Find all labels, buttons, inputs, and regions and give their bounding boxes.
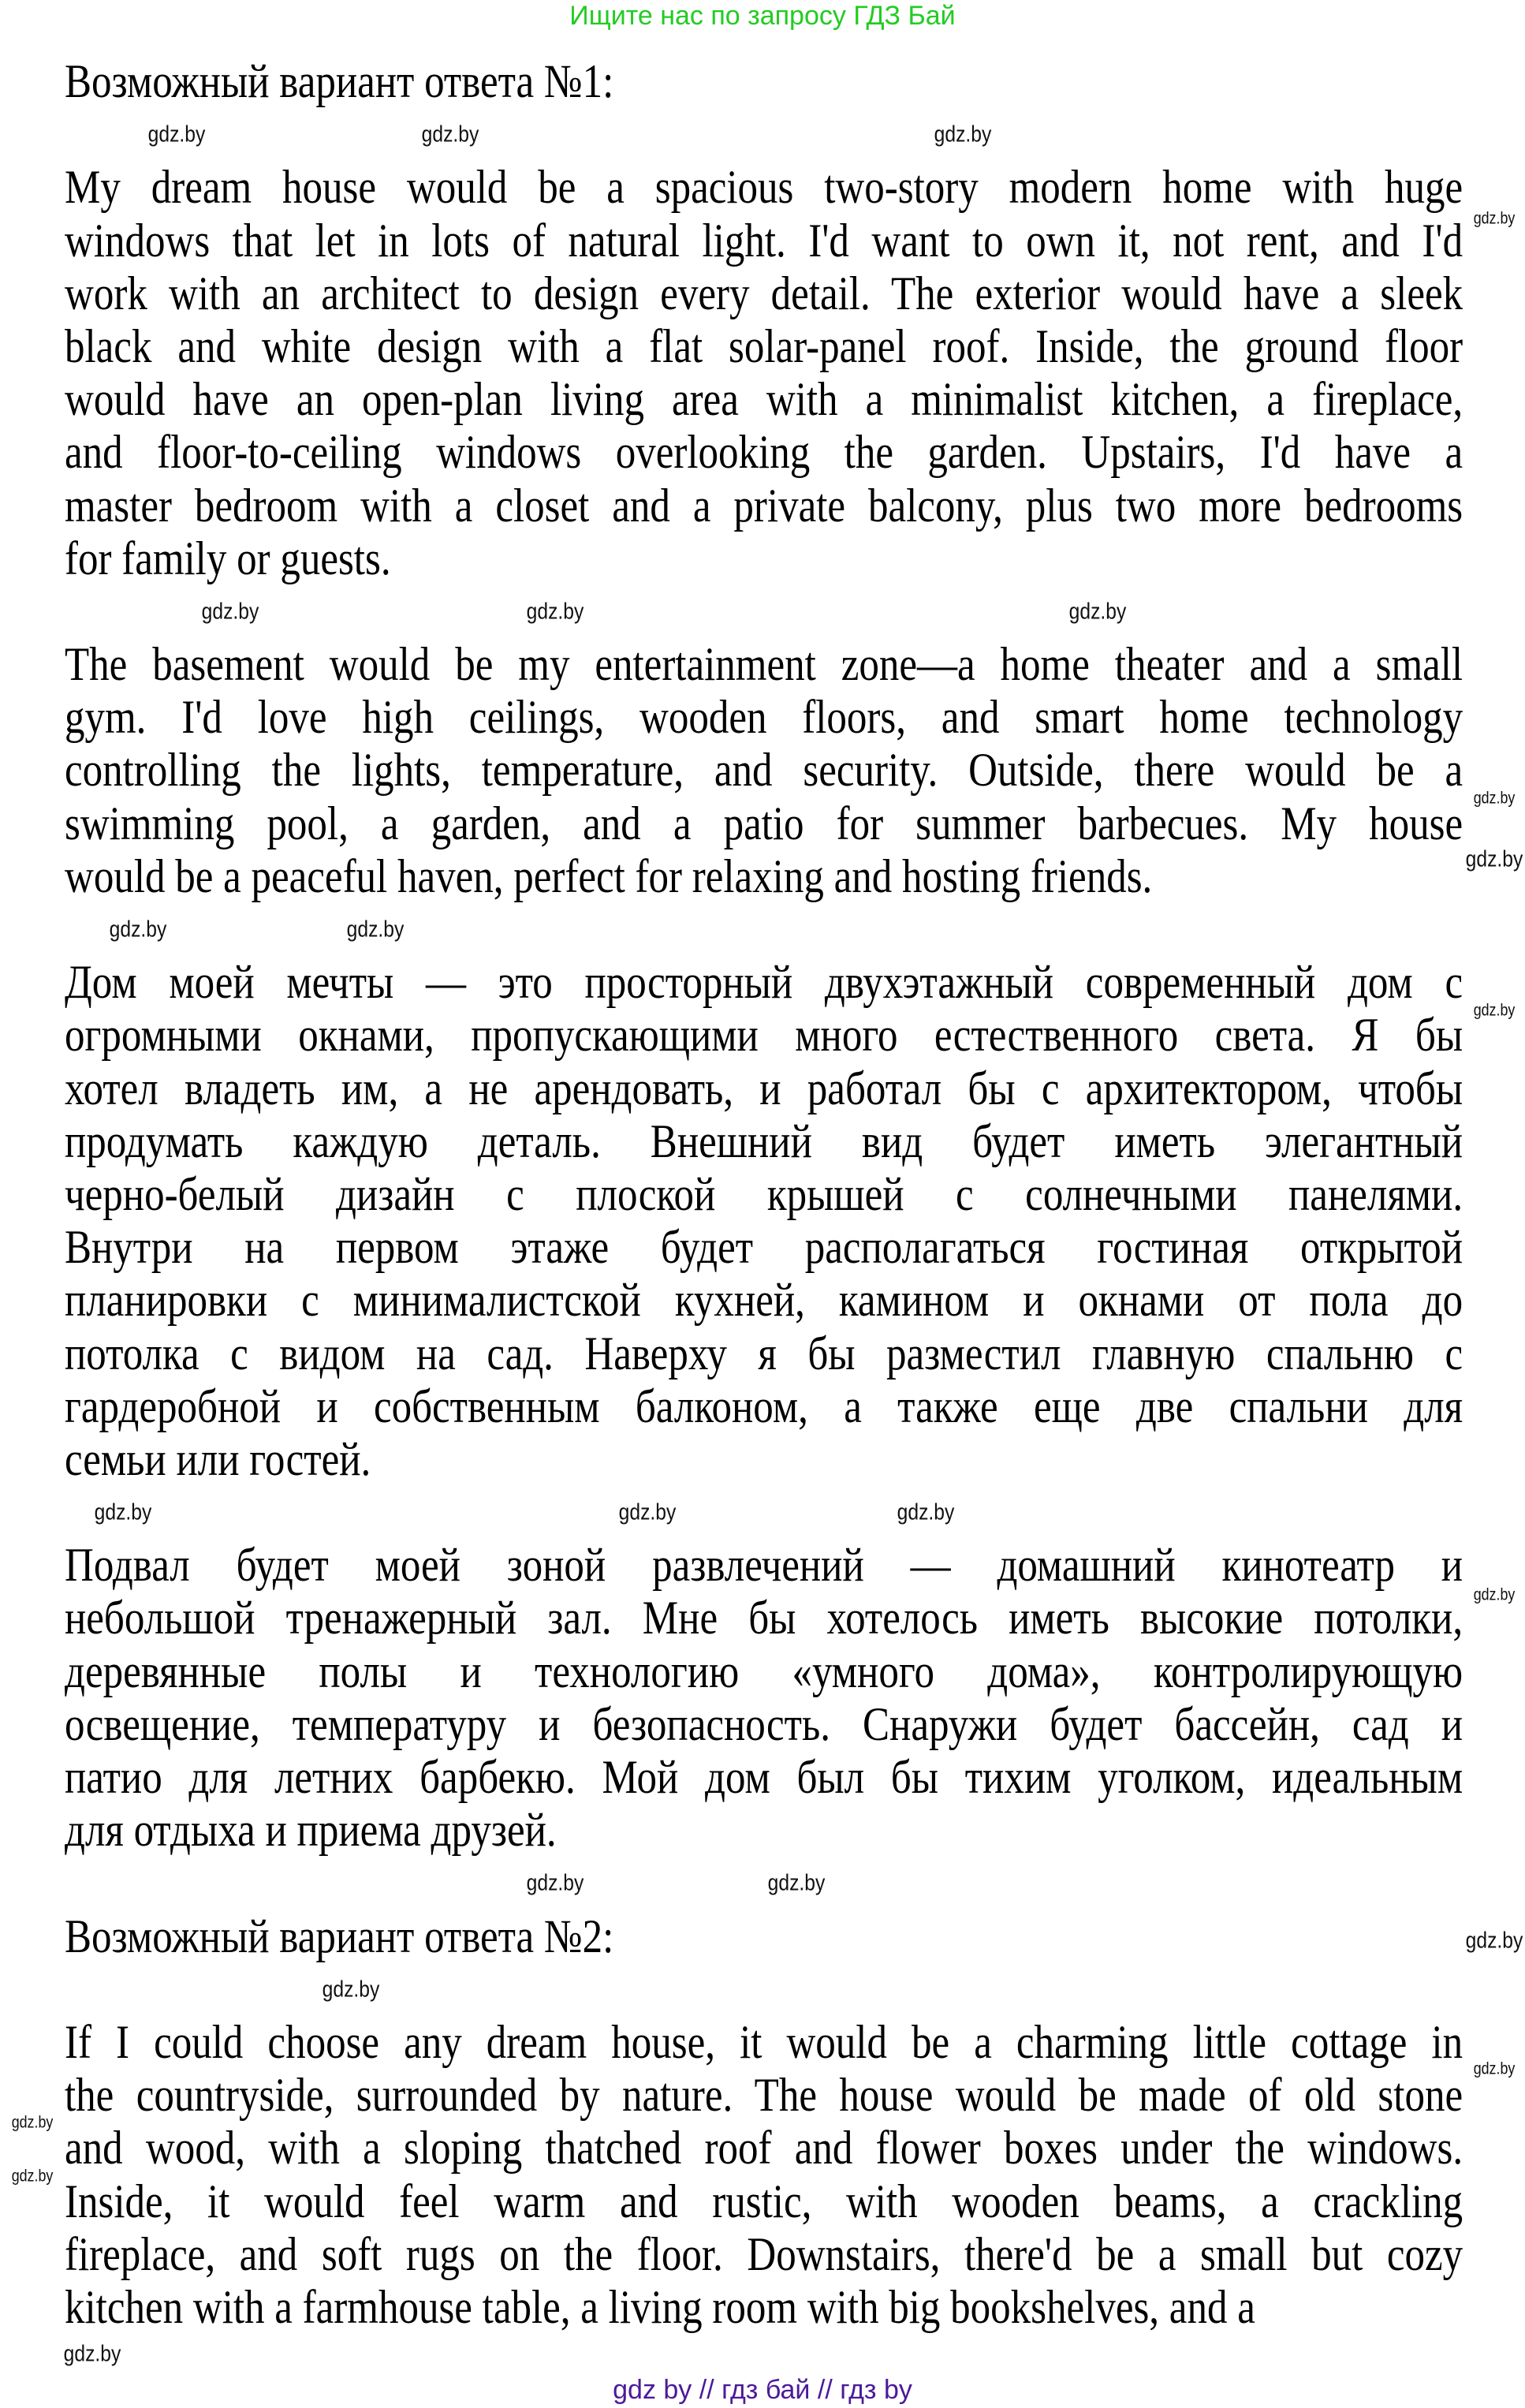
paragraph-line [65,1698,1463,1751]
line-text: небольшой тренажерный зал. Мне бы хотелось иметь высокие потолки, [65,1592,1463,1645]
watermark: gdz.by [1465,846,1523,872]
paragraph-line [65,1115,1463,1168]
watermark: gdz.by [421,121,479,147]
paragraph-line [65,1221,1463,1274]
paragraph-line [65,1327,1463,1380]
line-text: If I could choose any dream house, it would be a charming little cottage in [65,2015,1463,2068]
paragraph-spacer [65,1486,1463,1539]
section-heading [65,1910,1463,1963]
paragraph-line [65,850,1463,903]
paragraph-line [65,373,1463,426]
paragraph-line [65,1062,1463,1115]
paragraph-line [65,215,1463,267]
watermark: gdz.by [346,917,405,943]
watermark: gdz.by [1473,789,1516,808]
watermark: gdz.by [11,2113,54,2132]
line-text: swimming pool, a garden, and a patio for summer barbecues. My house [65,797,1463,849]
line-text: master bedroom with a closet and a private balcony, plus two more bedrooms [65,479,1463,532]
line-text: fireplace, and soft rugs on the floor. Downstairs, there'd be a small but cozy [65,2227,1463,2280]
paragraph-spacer [65,108,1463,161]
paragraph-line [65,956,1463,1009]
paragraph-line [65,1168,1463,1221]
paragraph-line [65,1009,1463,1062]
paragraph-line [65,320,1463,373]
watermark: gdz.by [1068,599,1127,625]
line-text: Inside, it would feel warm and rustic, with wooden beams, a crackling [65,2175,1463,2227]
line-text: gym. I'd love high ceilings, wooden floors, and smart home technology [65,691,1463,744]
paragraph-line [65,2228,1463,2281]
watermark: gdz.by [1473,1001,1516,1020]
line-text: Подвал будет моей зоной развлечений — домашний кинотеатр и [65,1539,1463,1592]
line-text: гардеробной и собственным балконом, а также еще две спальни для [65,1379,1463,1432]
paragraph-line [65,2122,1463,2175]
paragraph-spacer [65,585,1463,638]
line-text: освещение, температуру и безопасность. Снаружи будет бассейн, сад и [65,1697,1463,1750]
line-text: black and white design with a flat solar-panel roof. Inside, the ground floor [65,319,1463,372]
paragraph-spacer [65,1857,1463,1910]
watermark: gdz.by [11,2167,54,2186]
paragraph-line [65,2281,1463,2334]
line-text: would be a peaceful haven, perfect for relaxing and hosting friends. [65,849,1153,902]
paragraph-line [65,691,1463,744]
line-text: Возможный вариант ответа №1: [65,55,614,107]
line-text: Возможный вариант ответа №2: [65,1910,614,1962]
line-text: My dream house would be a spacious two-story modern home with huge [65,161,1463,214]
watermark: gdz.by [94,1499,152,1525]
watermark: gdz.by [897,1499,955,1525]
line-text: Внутри на первом этаже будет располагаться гостиная открытой [65,1221,1463,1274]
paragraph-line [65,161,1463,214]
watermark: gdz.by [934,121,992,147]
paragraph-line [65,1380,1463,1433]
paragraph-spacer [65,1963,1463,2016]
line-text: деревянные полы и технологию «умного дома», контролирующую [65,1645,1463,1697]
paragraph-line [65,744,1463,797]
watermark: gdz.by [526,1870,584,1896]
line-text: and floor-to-ceiling windows overlooking the garden. Upstairs, I'd have a [65,426,1463,479]
watermark: gdz.by [1473,209,1516,228]
watermark: gdz.by [147,121,206,147]
paragraph-line [65,1274,1463,1327]
line-text: work with an architect to design every detail. The exterior would have a sleek [65,267,1463,319]
paragraph-line [65,532,1463,585]
line-text: хотел владеть им, а не арендовать, и работал бы с архитектором, чтобы [65,1062,1463,1114]
section-heading [65,55,1463,108]
watermark: gdz.by [767,1870,826,1896]
paragraph-line [65,1751,1463,1804]
paragraph-line [65,2016,1463,2069]
line-text: продумать каждую деталь. Внешний вид будет иметь элегантный [65,1114,1463,1167]
line-text: The basement would be my entertainment zone—a home theater and a small [65,638,1463,691]
line-text: would have an open-plan living area with a minimalist kitchen, a fireplace, [65,373,1463,426]
paragraph-line [65,2069,1463,2122]
document-body [65,55,1463,2334]
line-text: Дом моей мечты — это просторный двухэтажный современный дом с [65,956,1463,1009]
line-text: для отдыха и приема друзей. [65,1804,557,1857]
footer-links: gdz by // гдз бай // гдз by [613,2375,912,2405]
line-text: the countryside, surrounded by nature. The house would be made of old stone [65,2069,1463,2122]
watermark: gdz.by [1465,1928,1523,1954]
paragraph-line [65,797,1463,850]
line-text: планировки с минималистской кухней, камином и окнами от пола до [65,1274,1463,1327]
watermark: gdz.by [1473,2059,1516,2078]
watermark: gdz.by [618,1499,677,1525]
paragraph-line [65,2175,1463,2228]
paragraph-line [65,1539,1463,1592]
paragraph-line [65,426,1463,479]
paragraph-line [65,1433,1463,1486]
watermark: gdz.by [63,2341,121,2367]
paragraph-line [65,1804,1463,1857]
line-text: windows that let in lots of natural light. I'd want to own it, not rent, and I'd [65,214,1463,267]
paragraph-spacer [65,903,1463,956]
paragraph-line [65,267,1463,320]
line-text: огромными окнами, пропускающими много естественного света. Я бы [65,1009,1463,1062]
paragraph-line [65,638,1463,691]
paragraph-line [65,1592,1463,1645]
watermark: gdz.by [201,599,259,625]
line-text: черно-белый дизайн с плоской крышей с солнечными панелями. [65,1167,1463,1220]
line-text: семьи или гостей. [65,1432,371,1485]
line-text: потолка с видом на сад. Наверху я бы разместил главную спальню с [65,1327,1463,1379]
watermark: gdz.by [1473,1585,1516,1604]
search-banner: Ищите нас по запросу ГДЗ Бай [569,1,956,31]
line-text: for family or guests. [65,532,391,584]
line-text: and wood, with a sloping thatched roof and flower boxes under the windows. [65,2122,1463,2175]
watermark: gdz.by [526,599,584,625]
line-text: патио для летних барбекю. Мой дом был бы тихим уголком, идеальным [65,1751,1463,1803]
watermark: gdz.by [322,1977,380,2003]
paragraph-line [65,1645,1463,1698]
watermark: gdz.by [109,917,167,943]
paragraph-line [65,480,1463,532]
line-text: controlling the lights, temperature, and security. Outside, there would be a [65,744,1463,797]
line-text: kitchen with a farmhouse table, a living room with big bookshelves, and a [65,2280,1255,2333]
